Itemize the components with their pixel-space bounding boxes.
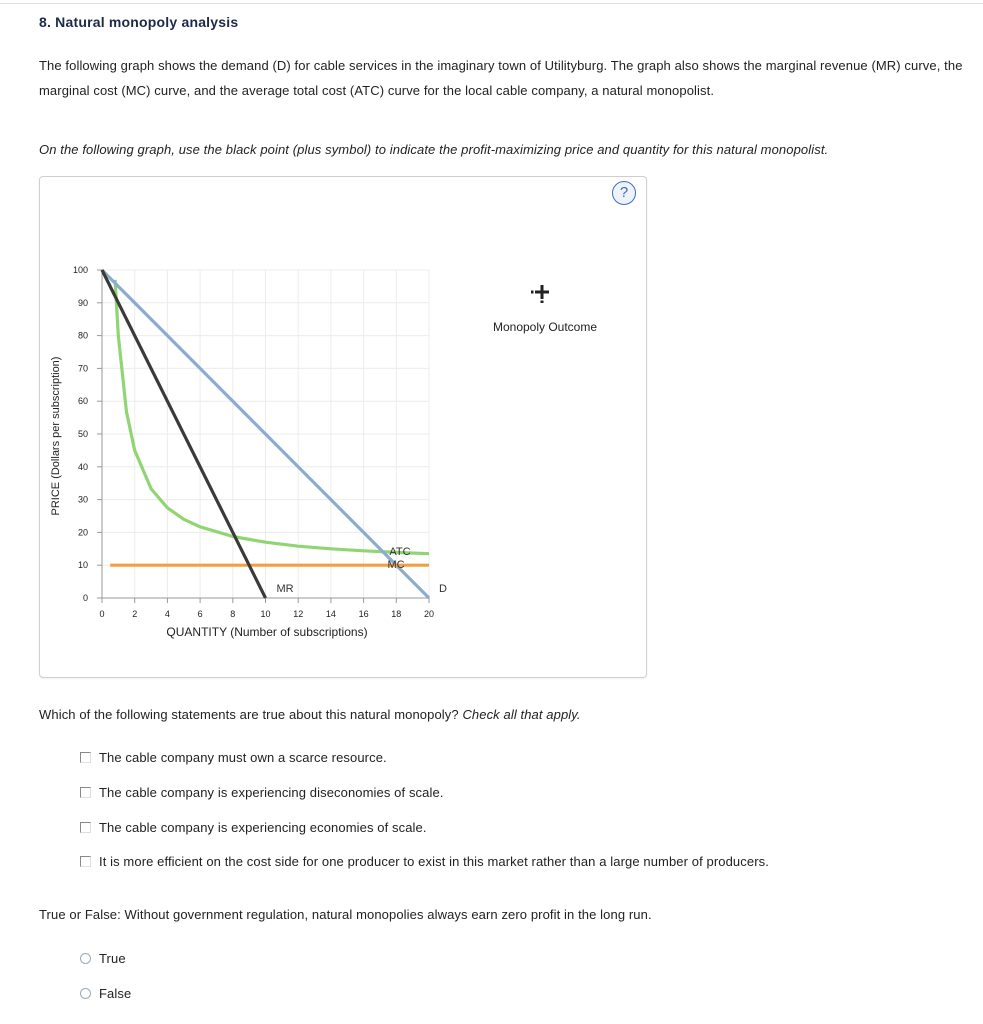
y-tick-label: 100 bbox=[72, 265, 88, 275]
y-tick-label: 30 bbox=[77, 494, 88, 505]
y-tick-label: 40 bbox=[77, 461, 88, 472]
x-tick-label: 6 bbox=[197, 609, 203, 619]
x-tick-label: 10 bbox=[260, 609, 271, 619]
checkbox-label: The cable company is experiencing diseconomies of scale. bbox=[99, 785, 444, 800]
y-tick-label: 0 bbox=[82, 593, 88, 603]
y-tick-label: 70 bbox=[77, 363, 88, 374]
radio-label: True bbox=[99, 951, 126, 966]
x-tick-label: 12 bbox=[293, 609, 304, 619]
monopoly-outcome-plus-icon[interactable] bbox=[531, 285, 549, 303]
y-tick-label: 90 bbox=[77, 297, 88, 308]
curve-label-d: D bbox=[439, 583, 447, 595]
checkbox-label: The cable company must own a scarce resource. bbox=[99, 750, 387, 765]
checkbox-option-1[interactable] bbox=[80, 750, 387, 765]
checkbox[interactable] bbox=[80, 856, 91, 867]
radio-label: False bbox=[99, 986, 132, 1001]
checkbox-label: It is more efficient on the cost side for one producer to exist in this market rather than a large number of producers. bbox=[99, 854, 769, 869]
x-tick-label: 16 bbox=[358, 609, 369, 619]
radio-button[interactable] bbox=[80, 953, 91, 964]
x-tick-label: 20 bbox=[423, 609, 435, 619]
x-tick-label: 2 bbox=[132, 609, 138, 619]
help-icon[interactable]: ? bbox=[612, 181, 636, 205]
question2-text: True or False: Without government regulation, natural monopolies always earn zero profit in the long run. bbox=[39, 907, 652, 922]
curve-label-mc: MC bbox=[387, 559, 405, 571]
checkbox[interactable] bbox=[80, 822, 91, 833]
curve-atc[interactable] bbox=[115, 280, 429, 554]
curve-label-mr: MR bbox=[276, 583, 294, 595]
y-tick-label: 80 bbox=[77, 330, 88, 341]
monopoly-outcome-label: Monopoly Outcome bbox=[492, 320, 598, 334]
x-tick-label: 4 bbox=[164, 609, 170, 619]
intro-text: The following graph shows the demand (D) for cable services in the imaginary town of Utilityburg. The graph also shows the marginal revenue (MR) curve, the marginal cost (MC) curve, and the average total cost (ATC) curve for the local cable company, a natural monopolist. bbox=[39, 58, 963, 98]
checkbox-label: The cable company is experiencing economies of scale. bbox=[99, 820, 427, 835]
x-axis-label: QUANTITY (Number of subscriptions) bbox=[166, 625, 368, 639]
curve-label-atc: ATC bbox=[389, 546, 411, 558]
y-tick-label: 50 bbox=[77, 429, 88, 439]
x-tick-label: 18 bbox=[391, 609, 402, 619]
question1-prompt: Which of the following statements are true about this natural monopoly? bbox=[39, 707, 459, 722]
checkbox[interactable] bbox=[80, 787, 91, 798]
graph-instruction: On the following graph, use the black point (plus symbol) to indicate the profit-maximizing price and quantity for this natural monopolist. bbox=[39, 142, 829, 157]
question1-text bbox=[39, 707, 581, 722]
checkbox-option-4[interactable] bbox=[80, 854, 769, 869]
radio-button[interactable] bbox=[80, 988, 91, 999]
x-tick-label: 8 bbox=[230, 609, 236, 619]
y-axis-label: PRICE (Dollars per subscription) bbox=[50, 356, 62, 516]
radio-option-false[interactable] bbox=[80, 986, 131, 1001]
checkbox-option-2[interactable] bbox=[80, 785, 444, 800]
checkbox[interactable] bbox=[80, 752, 91, 763]
page-title: 8. Natural monopoly analysis bbox=[39, 14, 239, 30]
x-tick-label: 14 bbox=[325, 609, 336, 619]
y-tick-label: 20 bbox=[77, 527, 88, 538]
x-tick-label: 0 bbox=[99, 609, 105, 619]
question1-hint: Check all that apply. bbox=[462, 707, 581, 722]
y-tick-label: 60 bbox=[77, 396, 88, 407]
checkbox-option-3[interactable] bbox=[80, 820, 427, 835]
y-tick-label: 10 bbox=[77, 560, 88, 571]
radio-option-true[interactable] bbox=[80, 951, 126, 966]
